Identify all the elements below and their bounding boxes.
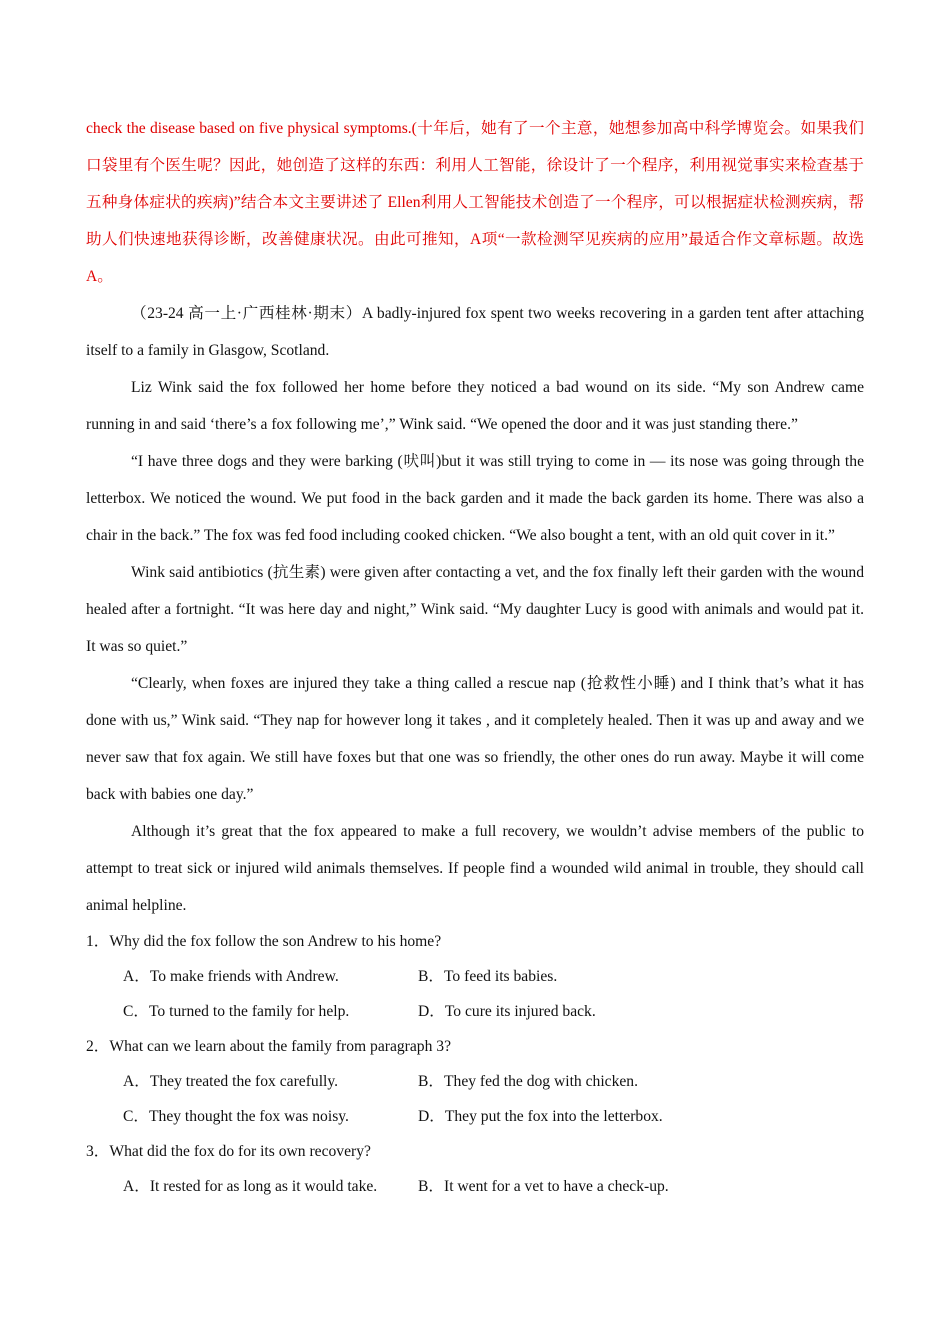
option-a: A．To make friends with Andrew. xyxy=(123,968,339,985)
passage-paragraph-2: Liz Wink said the fox followed her home before they noticed a bad wound on its side. “My son Andrew came running in and said ‘there’s a fox following me’,” Wink said. “We opened the door and it was just standing there.” xyxy=(86,379,864,433)
passage xyxy=(86,295,864,924)
option-c: C．To turned to the family for help. xyxy=(123,1003,350,1020)
option-b: B．They fed the dog with chicken. xyxy=(418,1073,638,1090)
option-a: A．They treated the fox carefully. xyxy=(123,1073,339,1090)
passage-paragraph-4: Wink said antibiotics (抗生素) were given after contacting a vet, and the fox finally left their garden with the wound healed after a fortnight. “It was here day and night,” Wink said. “My daughter Lucy is good with animals and would pat it. It was so quiet.” xyxy=(86,564,864,655)
document-page xyxy=(86,110,864,1204)
option-b: B．To feed its babies. xyxy=(418,968,558,985)
option-d: D．To cure its injured back. xyxy=(418,1003,596,1020)
option-d: D．They put the fox into the letterbox. xyxy=(418,1108,663,1125)
option-c: C．They thought the fox was noisy. xyxy=(123,1108,349,1125)
question-stem: 1．Why did the fox follow the son Andrew to his home? xyxy=(86,933,442,950)
passage-paragraph-5: “Clearly, when foxes are injured they take a thing called a rescue nap (抢救性小睡) and I think that’s what it has done with us,” Wink said. “They nap for however long it takes , and it completely healed. Then it was up and away and we never saw that fox again. We still have foxes but that one was so friendly, the other ones do run away. Maybe it will come back with babies one day.” xyxy=(86,675,864,803)
answer-explanation: check the disease based on five physical symptoms.(十年后，她有了一个主意，她想参加高中科学博览会。如果我们口袋里有个医生呢？因此，她创造了这样的东西：利用人工智能，徐设计了一个程序，利用视觉事实来检查基于五种身体症状的疾病)”结合本文主要讲述了 Ellen利用人工智能技术创造了一个程序，可以根据症状检测疾病，帮助人们快速地获得诊断，改善健康状况。由此可推知，A项“一款检测罕见疾病的应用”最适合作文章标题。故选 A。 xyxy=(86,120,864,285)
question-2 xyxy=(86,1029,864,1134)
passage-paragraph-1: （23-24 高一上·广西桂林·期末）A badly-injured fox spent two weeks recovering in a garden tent after attaching itself to a family in Glasgow, Scotland. xyxy=(86,305,864,359)
question-1 xyxy=(86,924,864,1029)
question-stem: 2．What can we learn about the family from paragraph 3? xyxy=(86,1038,451,1055)
passage-paragraph-3: “I have three dogs and they were barking (吠叫)but it was still trying to come in — its nose was going through the letterbox. We noticed the wound. We put food in the back garden and it made the back garden its home. There was also a chair in the back.” The fox was fed food including cooked chicken. “We also bought a tent, with an old quit cover in it.” xyxy=(86,453,864,544)
option-b: B．It went for a vet to have a check-up. xyxy=(418,1178,669,1195)
passage-paragraph-6: Although it’s great that the fox appeared to make a full recovery, we wouldn’t advise members of the public to attempt to treat sick or injured wild animals themselves. If people find a wounded wild animal in trouble, they should call animal helpline. xyxy=(86,823,864,914)
option-a: A．It rested for as long as it would take. xyxy=(123,1178,378,1195)
question-3 xyxy=(86,1134,864,1204)
question-stem: 3．What did the fox do for its own recovery? xyxy=(86,1143,371,1160)
